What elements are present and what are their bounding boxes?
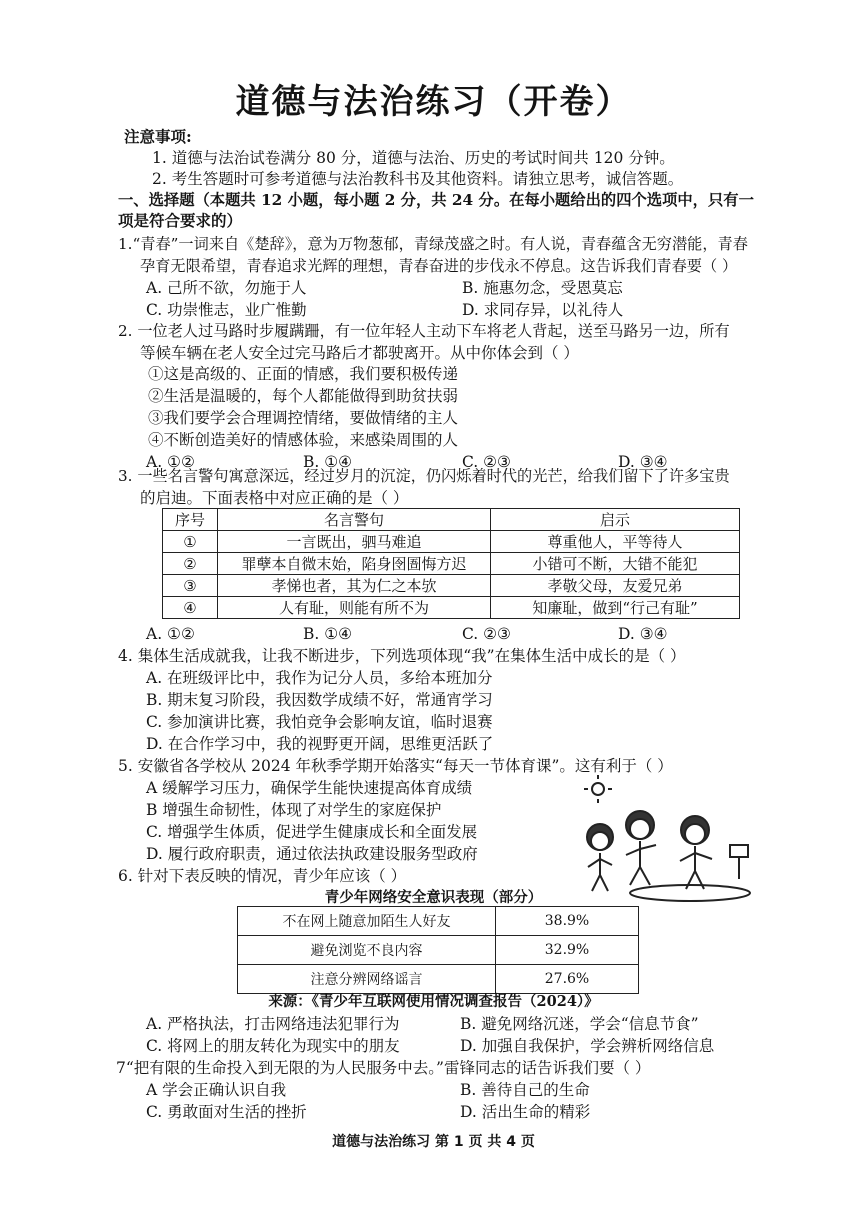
- table-row: [163, 531, 740, 553]
- header-insight: 启示: [491, 509, 740, 531]
- q6-option-d: D. 加强自我保护，学会辨析网络信息: [460, 1037, 715, 1055]
- q6-option-b: B. 避免网络沉迷，学会“信息节食”: [460, 1015, 699, 1033]
- section-heading-line2: 项是符合要求的）: [118, 211, 243, 230]
- cell-quote: 罪孽本自微末始，陷身囹圄悔方迟: [218, 553, 491, 575]
- q6-stem: 6. 针对下表反映的情况，青少年应该（ ）: [118, 867, 407, 885]
- q5-option-d: D. 履行政府职责，通过依法执政建设服务型政府: [146, 845, 478, 863]
- table-row: [163, 597, 740, 619]
- page-title: 道德与法治练习（开卷）: [235, 82, 632, 122]
- q6-option-a: A. 严格执法，打击网络违法犯罪行为: [146, 1015, 400, 1033]
- cell-quote: 孝悌也者，其为仁之本欤: [218, 575, 491, 597]
- q6-option-c: C. 将网上的朋友转化为现实中的朋友: [146, 1037, 400, 1055]
- q6-source: 来源：《青少年互联网使用情况调查报告（2024）》: [268, 993, 599, 1010]
- notes-heading: 注意事项:: [124, 127, 192, 146]
- q1-stem-line2: 孕育无限希望，青春追求光辉的理想，青春奋进的步伐永不停息。这告诉我们青春要（ ）: [140, 257, 738, 275]
- q7-option-b: B. 善待自己的生命: [460, 1081, 590, 1099]
- cell-item: 避免浏览不良内容: [238, 936, 496, 965]
- q7-stem: 7“把有限的生命投入到无限的为人民服务中去。”雷锋同志的话告诉我们要（ ）: [116, 1059, 651, 1077]
- cell-percent: 27.6%: [496, 965, 639, 994]
- q7-option-d: D. 活出生命的精彩: [460, 1103, 591, 1121]
- table-row: [163, 575, 740, 597]
- q3-stem-line2: 的启迪。下面表格中对应正确的是（ ）: [140, 489, 409, 507]
- note-2: 2. 考生答题时可参考道德与法治教科书及其他资料。请独立思考，诚信答题。: [152, 170, 684, 188]
- q3-option-a: A. ①②: [146, 625, 195, 643]
- page-footer: 道德与法治练习 第 1 页 共 4 页: [332, 1134, 535, 1150]
- q7-option-a: A 学会正确认识自我: [146, 1081, 287, 1099]
- q3-option-c: C. ②③: [462, 625, 511, 643]
- table-row: [238, 936, 639, 965]
- cell-insight: 知廉耻，做到“行己有耻”: [491, 597, 740, 619]
- q6-table: [237, 906, 639, 994]
- cell-index: ①: [163, 531, 218, 553]
- q3-option-b: B. ①④: [303, 625, 353, 643]
- q5-option-a: A 缓解学习压力，确保学生能快速提高体育成绩: [146, 779, 473, 797]
- q2-option-d: D. ③④: [618, 453, 668, 471]
- q1-option-c: C. 功崇惟志，业广惟勤: [146, 301, 307, 319]
- table-row: [238, 907, 639, 936]
- cell-item: 不在网上随意加陌生人好友: [238, 907, 496, 936]
- q3-option-d: D. ③④: [618, 625, 668, 643]
- q2-stem-line1: 2. 一位老人过马路时步履蹒跚，有一位年轻人主动下车将老人背起，送至马路另一边，所有: [118, 322, 730, 340]
- q1-option-d: D. 求同存异，以礼待人: [462, 301, 624, 319]
- q4-option-b: B. 期末复习阶段，我因数学成绩不好，常通宵学习: [146, 691, 493, 709]
- q4-option-d: D. 在合作学习中，我的视野更开阔，思维更活跃了: [146, 735, 494, 753]
- header-quote: 名言警句: [218, 509, 491, 531]
- cell-quote: 人有耻，则能有所不为: [218, 597, 491, 619]
- q2-option-c: C. ②③: [462, 453, 511, 471]
- cell-insight: 尊重他人，平等待人: [491, 531, 740, 553]
- cell-item: 注意分辨网络谣言: [238, 965, 496, 994]
- q2-statement-3: ③我们要学会合理调控情绪，要做情绪的主人: [148, 409, 459, 427]
- q1-stem-line1: 1.“青春”一词来自《楚辞》，意为万物葱郁，青绿茂盛之时。有人说，青春蕴含无穷潜能，青春: [118, 235, 748, 253]
- q2-option-b: B. ①④: [303, 453, 353, 471]
- q7-option-c: C. 勇敢面对生活的挫折: [146, 1103, 307, 1121]
- q2-statement-2: ②生活是温暖的，每个人都能做得到助贫扶弱: [148, 387, 459, 405]
- q2-option-a: A. ①②: [146, 453, 195, 471]
- cell-percent: 32.9%: [496, 936, 639, 965]
- cell-percent: 38.9%: [496, 907, 639, 936]
- cell-index: ④: [163, 597, 218, 619]
- table-row: [163, 553, 740, 575]
- q2-statement-1: ①这是高级的、正面的情感，我们要积极传递: [148, 365, 459, 383]
- note-1: 1. 道德与法治试卷满分 80 分，道德与法治、历史的考试时间共 120 分钟。: [152, 149, 675, 167]
- cell-index: ③: [163, 575, 218, 597]
- section-heading-line1: 一、选择题（本题共 12 小题，每小题 2 分，共 24 分。在每小题给出的四个选项中，只有一: [118, 191, 754, 209]
- q4-option-c: C. 参加演讲比赛，我怕竞争会影响友谊，临时退赛: [146, 713, 493, 731]
- cell-quote: 一言既出，驷马难追: [218, 531, 491, 553]
- table-header-row: [163, 509, 740, 531]
- q4-stem: 4. 集体生活成就我，让我不断进步，下列选项体现“我”在集体生活中成长的是（ ）: [118, 647, 686, 665]
- q5-option-b: B 增强生命韧性，体现了对学生的家庭保护: [146, 801, 442, 819]
- q2-stem-line2: 等候车辆在老人安全过完马路后才都驶离开。从中你体会到（ ）: [140, 344, 579, 362]
- q3-stem-line1: 3. 一些名言警句寓意深远，经过岁月的沉淀，仍闪烁着时代的光芒，给我们留下了许多宝贵: [118, 467, 730, 485]
- q2-statement-4: ④不断创造美好的情感体验，来感染周围的人: [148, 431, 459, 449]
- cell-insight: 小错可不断，大错不能犯: [491, 553, 740, 575]
- q1-option-b: B. 施惠勿念，受恩莫忘: [462, 279, 623, 297]
- cell-insight: 孝敬父母，友爱兄弟: [491, 575, 740, 597]
- q3-table: [162, 508, 740, 619]
- q4-option-a: A. 在班级评比中，我作为记分人员，多给本班加分: [146, 669, 493, 687]
- header-index: 序号: [163, 509, 218, 531]
- q1-option-a: A. 己所不欲，勿施于人: [146, 279, 307, 297]
- q5-stem: 5. 安徽省各学校从 2024 年秋季学期开始落实“每天一节体育课”。这有利于（ ）: [118, 757, 673, 775]
- q6-table-title: 青少年网络安全意识表现（部分）: [324, 889, 543, 906]
- q5-option-c: C. 增强学生体质，促进学生健康成长和全面发展: [146, 823, 478, 841]
- cell-index: ②: [163, 553, 218, 575]
